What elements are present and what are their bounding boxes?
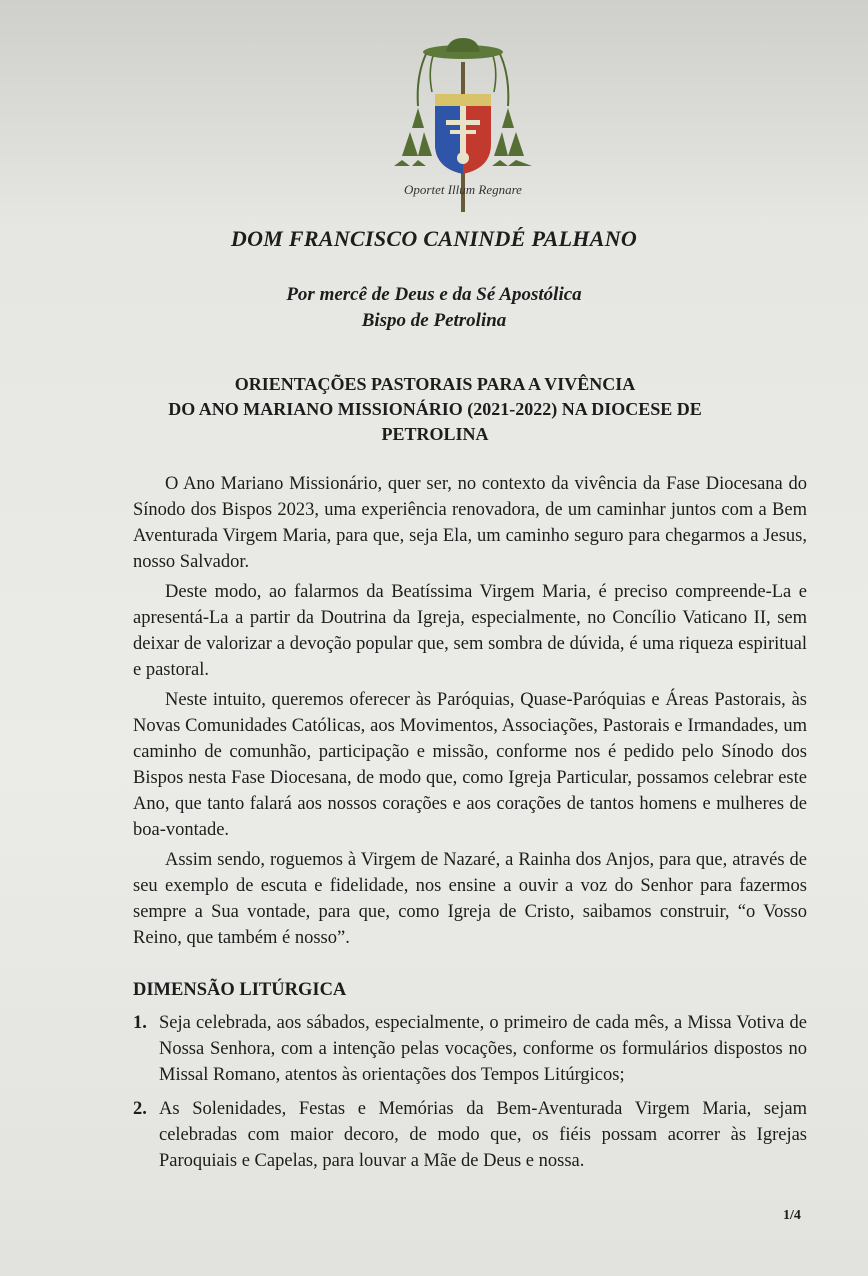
subtitle-line: Bispo de Petrolina — [361, 310, 507, 331]
list-item — [133, 1010, 807, 1088]
list-item-number: 2. — [133, 1099, 147, 1119]
list-item-text: Seja celebrada, aos sábados, especialmente, o primeiro de cada mês, a Missa Votiva de Nossa Senhora, com a intenção pelas vocações, conforme os formulários dispostos no Missal Romano, atentos às orientações dos Tempos Litúrgicos; — [159, 1013, 807, 1085]
title-line: ORIENTAÇÕES PASTORAIS PARA A VIVÊNCIA — [234, 374, 636, 394]
paragraph: Neste intuito, queremos oferecer às Paróquias, Quase-Paróquias e Áreas Pastorais, às Novas Comunidades Católicas, aos Movimentos, Associações, Pastorais e Irmandades, um caminho de comunhão, participação e missão, conforme nos é pedido pelo Sínodo dos Bispos nesta Fase Diocesana, de modo que, como Igreja Particular, possamos celebrar este Ano, que tanto falará aos nossos corações e aos corações de tantos homens e mulheres de boa-vontade. — [133, 690, 807, 840]
title-line: DO ANO MARIANO MISSIONÁRIO (2021-2022) NA DIOCESE DE — [168, 399, 702, 419]
document-body — [133, 471, 807, 955]
paragraph: O Ano Mariano Missionário, quer ser, no contexto da vivência da Fase Diocesana do Sínodo dos Bispos 2023, uma experiência renovadora, de um caminhar juntos com a Bem Aventurada Virgem Maria, para que, seja Ela, um caminho seguro para chegarmos a Jesus, nosso Salvador. — [133, 474, 807, 572]
bishop-name: DOM FRANCISCO CANINDÉ PALHANO — [230, 226, 638, 251]
list-item — [133, 1096, 807, 1174]
subtitle-line: Por mercê de Deus e da Sé Apostólica — [286, 284, 582, 305]
liturgical-guidelines-list — [133, 1010, 807, 1182]
list-item-text: As Solenidades, Festas e Memórias da Bem-Aventurada Virgem Maria, sejam celebradas com maior decoro, de modo que, os fiéis possam acorrer às Igrejas Paroquiais e Capelas, para louvar a Mãe de Deus e nossa. — [159, 1099, 807, 1171]
title-line: PETROLINA — [381, 424, 489, 444]
paragraph: Deste modo, ao falarmos da Beatíssima Virgem Maria, é preciso compreende-La e apresentá-La a partir da Doutrina da Igreja, especialmente, no Concílio Vaticano II, sem deixar de valorizar a devoção popular que, sem sombra de dúvida, é uma riqueza espiritual e pastoral. — [133, 582, 807, 680]
paragraph: Assim sendo, roguemos à Virgem de Nazaré, a Rainha dos Anjos, para que, através de seu exemplo de escuta e fidelidade, nos ensine a ouvir a voz do Senhor para fazermos sempre a Sua vontade, para que, como Igreja de Cristo, saibamos construir, “o Vosso Reino, que também é nosso”. — [133, 850, 807, 948]
svg-text:Oportet Illum Regnare: Oportet Illum Regnare — [404, 182, 522, 197]
bishop-subtitle — [0, 282, 868, 334]
page-number: 1/4 — [783, 1208, 801, 1223]
list-item-number: 1. — [133, 1013, 147, 1033]
section-heading: DIMENSÃO LITÚRGICA — [133, 980, 347, 1000]
episcopal-coat-of-arms-icon — [388, 36, 538, 212]
document-title — [140, 372, 730, 447]
